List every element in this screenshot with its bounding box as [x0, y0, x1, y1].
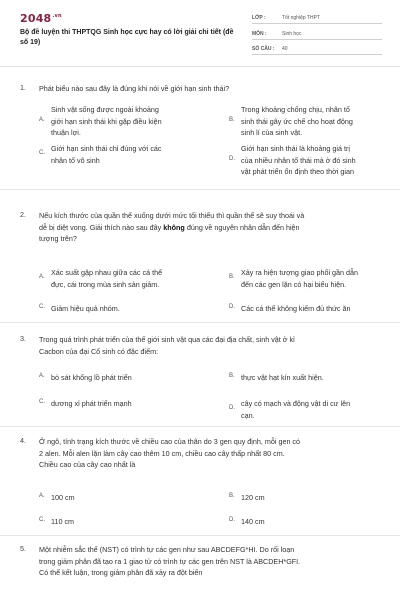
question-stem: Trong quá trình phát triển của thế giới sinh vật qua các đại địa chất, sinh vật ở kỉ Cacbon của đại Cổ sinh có đặc điểm:: [39, 335, 295, 356]
question-stem: Ở ngô, tính trạng kích thước về chiều cao của thân do 3 gen quy định, mỗi gen có 2 alen. Mỗi alen lặn làm cây cao thêm 10 cm, chiều cao cây thấp nhất 80 cm. Chiều cao của cây cao nhất là: [39, 437, 301, 469]
option-letter: C.: [39, 399, 45, 405]
question-stem: Nếu kích thước của quần thể xuống dưới mức tối thiểu thì quần thể sẽ suy thoái và dễ bị diệt vong. Giải thích nào sau đây không đúng về nguyên nhân dẫn đến hiện tượng trên?: [39, 211, 305, 243]
option-letter: C.: [39, 304, 45, 310]
document-header: [0, 0, 400, 66]
option-letter: B.: [229, 273, 235, 280]
option-letter: D.: [229, 304, 235, 310]
option-letter: A.: [39, 373, 45, 379]
meta-underline: [252, 23, 382, 24]
question-number: 4.: [20, 436, 26, 445]
option-text: Giới hạn sinh thái là khoảng giá trị của nhiều nhân tố thái mà ở đó sinh vật phát triển ổn định theo thời gian: [241, 144, 356, 176]
site-logo[interactable]: [20, 12, 62, 25]
question-number: 2.: [20, 210, 26, 219]
question-number: 3.: [20, 334, 26, 343]
meta-label: SỐ CÂU :: [252, 46, 275, 52]
option-letter: B.: [229, 493, 235, 499]
option-text: cây có mạch và động vật di cư lên cạn.: [241, 399, 351, 420]
option-text: 120 cm: [241, 493, 265, 502]
meta-value: 40: [282, 46, 288, 52]
question-stem: Phát biểu nào sau đây là đúng khi nói về giới hạn sinh thái?: [39, 84, 230, 93]
option-text: 110 cm: [51, 517, 75, 526]
logo-text: 2048: [20, 12, 52, 25]
header-divider: [0, 66, 400, 67]
meta-underline: [252, 39, 382, 40]
option-letter: A.: [39, 273, 45, 280]
option-text: Giảm hiệu quả nhóm.: [51, 304, 120, 313]
option-text: Các cá thể không kiếm đủ thức ăn: [241, 304, 351, 313]
meta-label: MÔN :: [252, 31, 267, 37]
option-text: dương xỉ phát triển mạnh: [51, 399, 132, 408]
option-text: Giới hạn sinh thái chỉ đúng với các nhân tố vô sinh: [51, 144, 162, 165]
option-text: Xảy ra hiện tượng giao phối gần dẫn đến các gen lặn có hại biểu hiện.: [241, 268, 359, 289]
meta-underline: [252, 54, 382, 55]
option-text: thực vật hạt kín xuất hiện.: [241, 373, 324, 382]
meta-label: LỚP :: [252, 15, 266, 21]
option-text: Sinh vật sống được ngoài khoảng giới hạn sinh thái khi gặp điều kiện thuận lợi.: [51, 105, 162, 137]
exam-title: Bộ đề luyện thi THPTQG Sinh học cực hay có lời giải chi tiết (đề số 19): [20, 29, 234, 46]
logo-domain: .vn: [52, 13, 62, 20]
option-text: Trong khoảng chống chịu, nhân tố sinh thái gây ức chế cho hoạt động sinh lí của sinh vật.: [241, 105, 353, 137]
question-divider: [0, 189, 400, 190]
question-divider: [0, 426, 400, 427]
emphasis: không: [163, 222, 185, 232]
option-letter: A.: [39, 116, 45, 123]
option-letter: A.: [39, 493, 45, 499]
question-number: 5.: [20, 544, 26, 553]
option-letter: C.: [39, 517, 45, 523]
question-number: 1.: [20, 83, 26, 92]
option-letter: B.: [229, 373, 235, 379]
option-text: bò sát khổng lồ phát triển: [51, 373, 132, 382]
question-stem: Một nhiễm sắc thể (NST) có trình tự các gen như sau ABCDEFG*HI. Do rối loạn trong giảm phân đã tạo ra 1 giao tử có trình tự các gen trên NST là ABCDEH*GFI. Có thể kết luận, trong giảm phân đã xảy ra đột biến: [39, 545, 301, 577]
option-text: Xác suất gặp nhau giữa các cá thể đực, cái trong mùa sinh sản giảm.: [51, 268, 163, 289]
option-letter: D.: [229, 517, 235, 523]
question-divider: [0, 535, 400, 536]
question-divider: [0, 322, 400, 323]
option-letter: D.: [229, 404, 235, 411]
option-letter: C.: [39, 149, 45, 156]
option-letter: D.: [229, 155, 235, 162]
meta-value: Sinh học: [282, 31, 302, 37]
option-text: 140 cm: [241, 517, 265, 526]
meta-value: Tốt nghiệp THPT: [282, 15, 320, 21]
option-letter: B.: [229, 116, 235, 123]
option-text: 100 cm: [51, 493, 75, 502]
